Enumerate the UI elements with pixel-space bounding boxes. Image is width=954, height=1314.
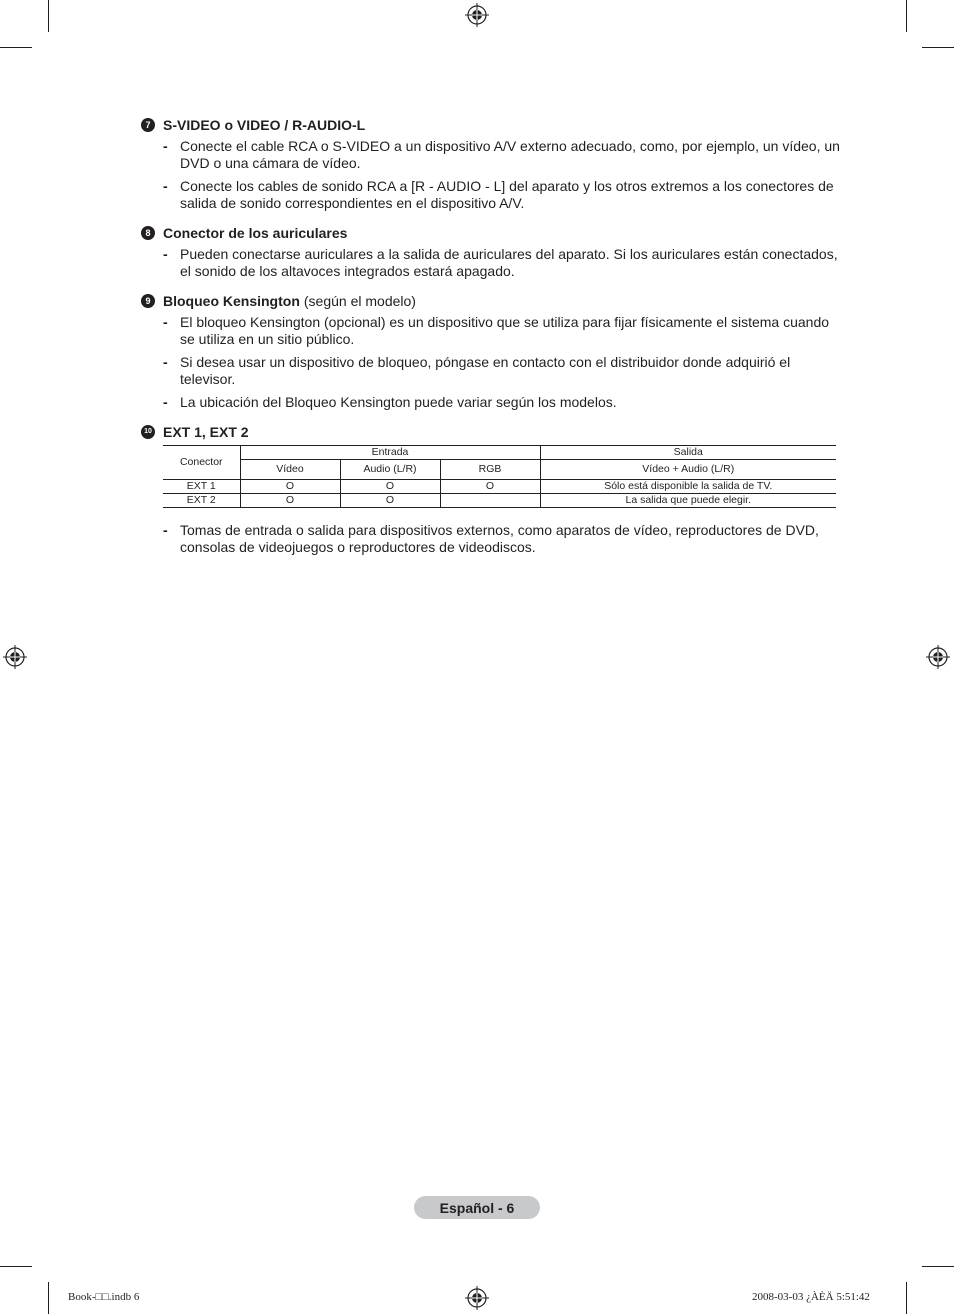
table-cell: Sólo está disponible la salida de TV. [540,480,836,494]
table-row [163,494,836,508]
list-item: - Tomas de entrada o salida para dispositivos externos, como aparatos de vídeo, reproductores de DVD, consolas de videojuegos o reproductores de videodiscos. [141,522,841,556]
section-number-badge: 10 [141,425,155,439]
table-header-cell: Vídeo + Audio (L/R) [540,460,836,480]
list-item: - Conecte los cables de sonido RCA a [R - AUDIO - L] del aparato y los otros extremos a los conectores de salida de sonido correspondientes en el dispositivo A/V. [141,178,841,212]
list-item-text: La ubicación del Bloqueo Kensington puede variar según los modelos. [180,394,617,410]
table-cell: EXT 1 [163,480,240,494]
table-cell: O [240,480,340,494]
crop-mark-icon [906,0,907,32]
section-title: S-VIDEO o VIDEO / R-AUDIO-L [163,117,366,133]
registration-mark-icon [3,645,27,669]
table-cell: O [240,494,340,508]
table-header-cell: Salida [540,446,836,460]
page-number-label: Español - 6 [414,1196,540,1219]
table-header-cell: Conector [163,446,240,480]
list-item: - La ubicación del Bloqueo Kensington puede variar según los modelos. [141,394,841,411]
list-item: - Pueden conectarse auriculares a la salida de auriculares del aparato. Si los auriculares están conectados, el sonido de los altavoces integrados estará apagado. [141,246,841,280]
table-cell: O [340,494,440,508]
section-svideo [141,116,841,212]
page-content [141,116,841,568]
table-cell: EXT 2 [163,494,240,508]
registration-mark-icon [926,645,950,669]
section-heading [141,224,841,242]
ext-connector-table [163,445,836,508]
crop-mark-icon [0,47,32,48]
list-item: - Si desea usar un dispositivo de bloqueo, póngase en contacto con el distribuidor donde adquirió el televisor. [141,354,841,388]
section-number-badge: 9 [141,294,155,308]
slug-timestamp: 2008-03-03 ¿ÀÈÄ 5:51:42 [752,1291,870,1303]
table-cell: O [340,480,440,494]
section-heading [141,292,841,310]
table-header-row [163,460,836,480]
list-item-text: Conecte los cables de sonido RCA a [R - AUDIO - L] del aparato y los otros extremos a los conectores de salida de sonido correspondientes en el dispositivo A/V. [180,178,834,211]
crop-mark-icon [922,47,954,48]
registration-mark-icon [465,3,489,27]
table-header-cell: Audio (L/R) [340,460,440,480]
crop-mark-icon [922,1266,954,1267]
list-item-text: Si desea usar un dispositivo de bloqueo, póngase en contacto con el distribuidor donde adquirió el televisor. [180,354,791,387]
table-row [163,480,836,494]
section-headphones [141,224,841,280]
section-title: EXT 1, EXT 2 [163,424,249,440]
section-number-badge: 8 [141,226,155,240]
table-header-row [163,446,836,460]
section-number-badge: 7 [141,118,155,132]
list-item-text: Tomas de entrada o salida para dispositivos externos, como aparatos de vídeo, reproductores de DVD, consolas de videojuegos o reproductores de videodiscos. [180,522,819,555]
slug-file-info: Book-□□.indb 6 [68,1291,140,1303]
registration-mark-icon [465,1286,489,1310]
table-header-cell: Entrada [240,446,540,460]
crop-mark-icon [906,1282,907,1314]
list-item-text: Pueden conectarse auriculares a la salida de auriculares del aparato. Si los auriculares están conectados, el sonido de los altavoces integrados estará apagado. [180,246,838,279]
list-item: - El bloqueo Kensington (opcional) es un dispositivo que se utiliza para fijar físicamente el sistema cuando se utiliza en un sitio público. [141,314,841,348]
section-kensington [141,292,841,411]
section-title-note: (según el modelo) [303,293,416,309]
crop-mark-icon [48,0,49,32]
section-title: Bloqueo Kensington [163,293,300,309]
table-cell: O [440,480,540,494]
list-item-text: El bloqueo Kensington (opcional) es un dispositivo que se utiliza para fijar físicamente el sistema cuando se utiliza en un sitio público. [180,314,830,347]
crop-mark-icon [0,1266,32,1267]
table-cell [440,494,540,508]
section-title: Conector de los auriculares [163,225,348,241]
crop-mark-icon [48,1282,49,1314]
table-header-cell: Vídeo [240,460,340,480]
table-header-cell: RGB [440,460,540,480]
table-cell: La salida que puede elegir. [540,494,836,508]
list-item: - Conecte el cable RCA o S-VIDEO a un dispositivo A/V externo adecuado, como, por ejemplo, un vídeo, un DVD o una cámara de vídeo. [163,138,840,171]
section-heading [141,116,841,134]
section-ext [141,423,841,556]
list-item-text: Conecte el cable RCA o S-VIDEO a un dispositivo A/V externo adecuado, como, por ejemplo, un vídeo, un DVD o una cámara de vídeo. [180,138,840,171]
section-heading [141,423,841,441]
